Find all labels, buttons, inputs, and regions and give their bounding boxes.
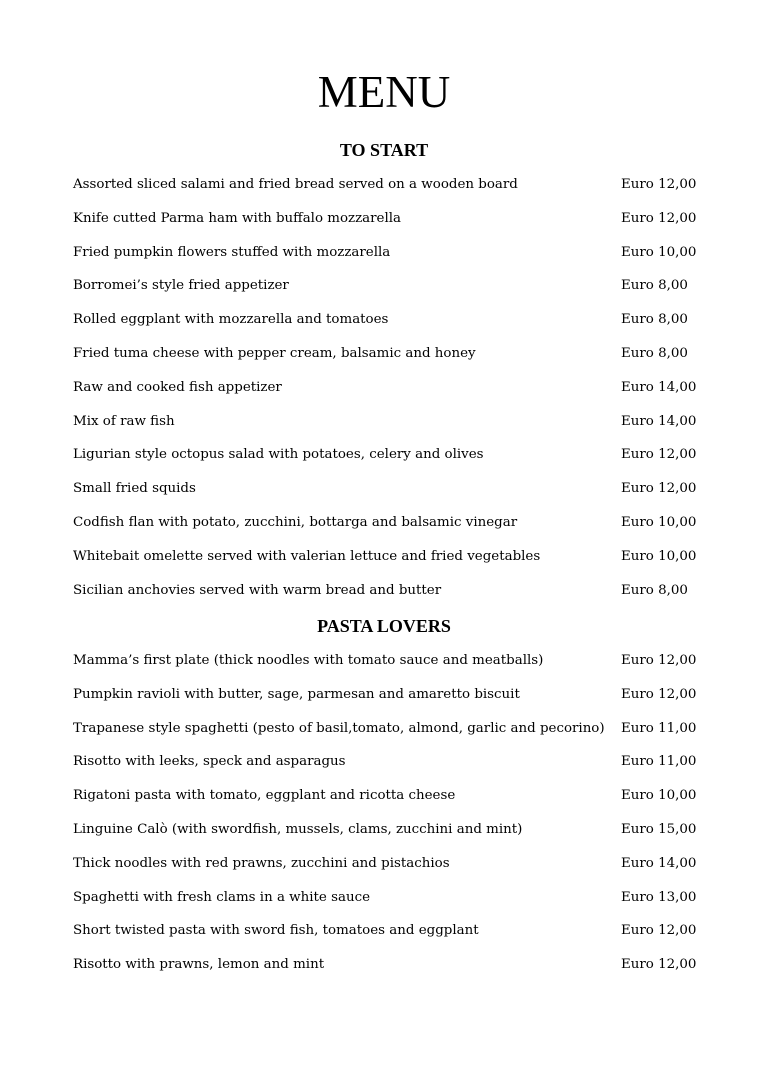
menu-item (73, 651, 713, 685)
menu-item-price: Euro 12,00 (621, 481, 697, 497)
menu-item-name: Rigatoni pasta with tomato, eggplant and ricotta cheese (73, 788, 456, 804)
menu-item (73, 581, 713, 615)
menu-item-name: Linguine Calò (with swordfish, mussels, clams, zucchini and mint) (73, 821, 523, 837)
menu-item (73, 719, 713, 753)
menu-item-price: Euro 10,00 (621, 548, 697, 564)
menu-item (73, 412, 713, 446)
menu-item-name: Mix of raw fish (73, 413, 175, 429)
menu-item-name: Spaghetti with fresh clams in a white sauce (73, 889, 371, 905)
menu-item-price: Euro 8,00 (621, 278, 688, 294)
menu-item (73, 955, 713, 989)
menu-item (73, 243, 713, 277)
menu-item-price: Euro 12,00 (621, 177, 697, 192)
menu-item-price: Euro 11,00 (621, 754, 697, 770)
menu-item-price: Euro 14,00 (621, 855, 697, 871)
section-heading-pasta-lovers: PASTA LOVERS (317, 616, 451, 636)
menu-item-name: Knife cutted Parma ham with buffalo mozzarella (73, 210, 402, 226)
menu-item (73, 854, 713, 888)
menu-item-name: Fried tuma cheese with pepper cream, balsamic and honey (73, 345, 476, 361)
menu-item-price: Euro 10,00 (621, 788, 697, 804)
section-heading-to-start: TO START (339, 140, 429, 160)
menu-item (73, 921, 713, 955)
menu-item-price: Euro 12,00 (621, 957, 697, 973)
menu-item (73, 820, 713, 854)
menu-item-name: Whitebait omelette served with valerian lettuce and fried vegetables (73, 548, 541, 564)
menu-list-to-start (73, 175, 713, 614)
menu-item-name: Pumpkin ravioli with butter, sage, parmesan and amaretto biscuit (73, 686, 520, 702)
menu-item-name: Risotto with prawns, lemon and mint (73, 957, 325, 973)
menu-item-price: Euro 8,00 (621, 582, 688, 598)
menu-item-name: Risotto with leeks, speck and asparagus (73, 754, 346, 770)
menu-item-name: Borromei’s style fried appetizer (73, 278, 289, 294)
menu-item-price: Euro 10,00 (621, 514, 697, 530)
menu-item-price: Euro 10,00 (621, 244, 697, 260)
menu-item (73, 888, 713, 922)
menu-item-price: Euro 12,00 (621, 686, 697, 702)
menu-item-price: Euro 13,00 (621, 889, 697, 905)
menu-item-name: Assorted sliced salami and fried bread served on a wooden board (73, 177, 518, 192)
menu-item (73, 445, 713, 479)
menu-item (73, 175, 713, 209)
menu-item-price: Euro 11,00 (621, 720, 697, 736)
page-title: MENU (317, 67, 451, 117)
menu-item-name: Short twisted pasta with sword fish, tomatoes and eggplant (73, 923, 479, 939)
menu-item-name: Small fried squids (73, 481, 196, 497)
menu-item-price: Euro 12,00 (621, 210, 697, 226)
menu-item-price: Euro 8,00 (621, 312, 688, 328)
menu-item-price: Euro 15,00 (621, 821, 697, 837)
menu-item (73, 276, 713, 310)
menu-item (73, 479, 713, 513)
menu-item (73, 547, 713, 581)
menu-item-name: Fried pumpkin flowers stuffed with mozzarella (73, 244, 391, 260)
menu-item-name: Codfish flan with potato, zucchini, bottarga and balsamic vinegar (73, 514, 518, 530)
menu-item-price: Euro 12,00 (621, 447, 697, 463)
menu-item (73, 685, 713, 719)
menu-item-name: Trapanese style spaghetti (pesto of basil,tomato, almond, garlic and pecorino) (73, 720, 605, 736)
menu-item (73, 752, 713, 786)
menu-item-price: Euro 12,00 (621, 653, 697, 668)
menu-item (73, 310, 713, 344)
menu-item (73, 378, 713, 412)
menu-item-name: Sicilian anchovies served with warm bread and butter (73, 582, 442, 598)
menu-item (73, 513, 713, 547)
menu-item-price: Euro 14,00 (621, 413, 697, 429)
menu-list-pasta-lovers (73, 651, 713, 989)
menu-item-name: Ligurian style octopus salad with potatoes, celery and olives (73, 447, 484, 463)
menu-item (73, 209, 713, 243)
menu-item-name: Rolled eggplant with mozzarella and tomatoes (73, 312, 389, 328)
menu-item-price: Euro 14,00 (621, 379, 697, 395)
menu-item (73, 786, 713, 820)
menu-item-name: Thick noodles with red prawns, zucchini and pistachios (73, 855, 450, 871)
menu-item-name: Mamma’s first plate (thick noodles with tomato sauce and meatballs) (73, 653, 544, 668)
menu-item-name: Raw and cooked fish appetizer (73, 379, 282, 395)
menu-item-price: Euro 8,00 (621, 345, 688, 361)
menu-item-price: Euro 12,00 (621, 923, 697, 939)
menu-item (73, 344, 713, 378)
